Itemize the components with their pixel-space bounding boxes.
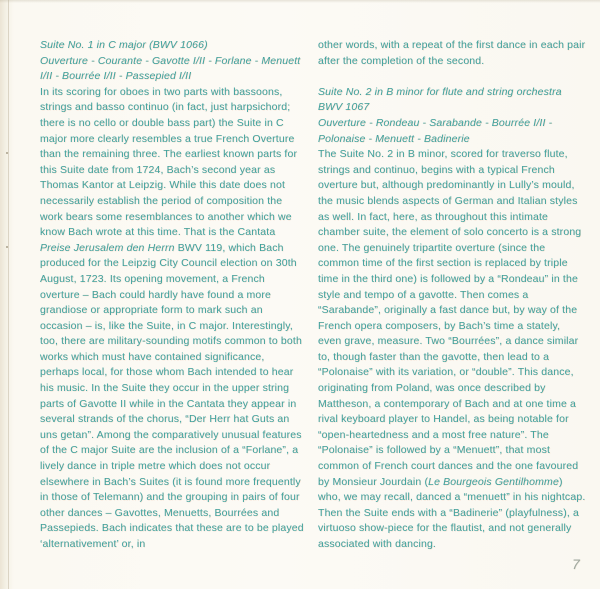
suite2-heading <box>318 85 586 147</box>
scan-top-edge <box>0 0 600 3</box>
page-number: 7 <box>572 556 580 572</box>
suite2-body-text-cont: ) who, we may recall, danced a “menuett” in his nightcap. Then the Suite ends with a “Badinerie” (playfulness), a virtuoso show-piece for the flautist, and not generally associated with dancing. <box>318 475 586 550</box>
suite1-heading <box>40 38 304 85</box>
page-fold-edge <box>8 0 9 589</box>
suite2-body <box>318 147 586 552</box>
suite1-body-text-cont: BWV 119, which Bach produced for the Leipzig City Council election on 30th August, 1723. Its opening movement, a French overture – Bach could hardly have found a more grandiose or appropriate form to mark such an occasion – is, like the Suite, in C major. Interestingly, too, there are military-sounding motifs common to both works which must have contained significance, perhaps local, for those whom Bach intended to hear his music. In the Suite they occur in the upper string parts of Gavotte II while in the Cantata they appear in several strands of the chorus, “Der Herr hat Guts an uns getan”. Among the comparatively unusual features of the C major Suite are the inclusion of a “Forlane”, a lively dance in triple metre which does not occur elsewhere in Bach’s Suites (it is found more frequently in those of Telemann) and the grouping in pairs of four other dances – Gavottes, Menuetts, Bourrées and Passepieds. Bach indicates that these are to be played ‘alternativement’ or, in <box>40 241 304 550</box>
suite1-body-cantata-title: Preise Jerusalem den Herrn <box>40 241 175 254</box>
suite2-body-play-title: Le Bourgeois Gentilhomme <box>428 475 559 488</box>
suite2-body-text: The Suite No. 2 in B minor, scored for traverso flute, strings and continuo, begins with a typical French overture but, although predominantly in Lully’s mould, the music blends aspects of German and Italian styles as well. In fact, here, as throughout this intimate chamber suite, the element of solo concerto is a strong one. The genuinely tripartite overture (since the common time of the first section is replaced by triple time in the third one) is followed by a “Rondeau” in the style and tempo of a gavotte. Then comes a “Sarabande”, originally a fast dance but, by way of the French opera composers, by Bach’s time a stately, even grave, measure. Two “Bourrées”, a dance similar to, though faster than the gavotte, then lead to a “Polonaise” with its variation, or “double”. This dance, originating from Poland, was once described by Mattheson, a contemporary of Bach and at one time a rival keyboard player to Handel, as being notable for “open-heartedness and a most free nature”. The “Polonaise” is followed by a “Menuett”, that most common of French court dances and the one favoured by Monsieur Jourdain ( <box>318 148 582 488</box>
paragraph-gap <box>318 69 586 85</box>
right-column <box>318 38 586 553</box>
suite1-body-text: In its scoring for oboes in two parts with bassoons, strings and basso continuo (in fact, just harpsichord; there is no cello or double bass part) the Suite in C major more clearly resembles a true French Overture than the remaining three. The earliest known parts for this Suite date from 1724, Bach’s second year as Thomas Kantor at Leipzig. While this date does not necessarily establish the period of composition the work bears some resemblances to another which we know Bach wrote at this time. That is the Cantata <box>40 85 298 239</box>
suite2-title: Suite No. 2 in B minor for flute and string orchestra <box>318 85 562 98</box>
suite1-title: Suite No. 1 in C major (BWV 1066) <box>40 39 208 51</box>
left-column <box>40 38 304 553</box>
scan-speck <box>6 246 8 248</box>
suite2-catalog: BWV 1067 <box>318 101 370 114</box>
suite1-movements: Ouverture - Courante - Gavotte I/II - Forlane - Menuett I/II - Bourrée I/II - Passepied I/II <box>40 54 301 83</box>
suite2-movements: Ouverture - Rondeau - Sarabande - Bourrée I/II - Polonaise - Menuett - Badinerie <box>318 116 553 145</box>
scan-speck <box>6 152 8 154</box>
suite1-body-continuation: other words, with a repeat of the first dance in each pair after the completion of the second. <box>318 39 586 67</box>
suite1-body <box>40 85 304 553</box>
